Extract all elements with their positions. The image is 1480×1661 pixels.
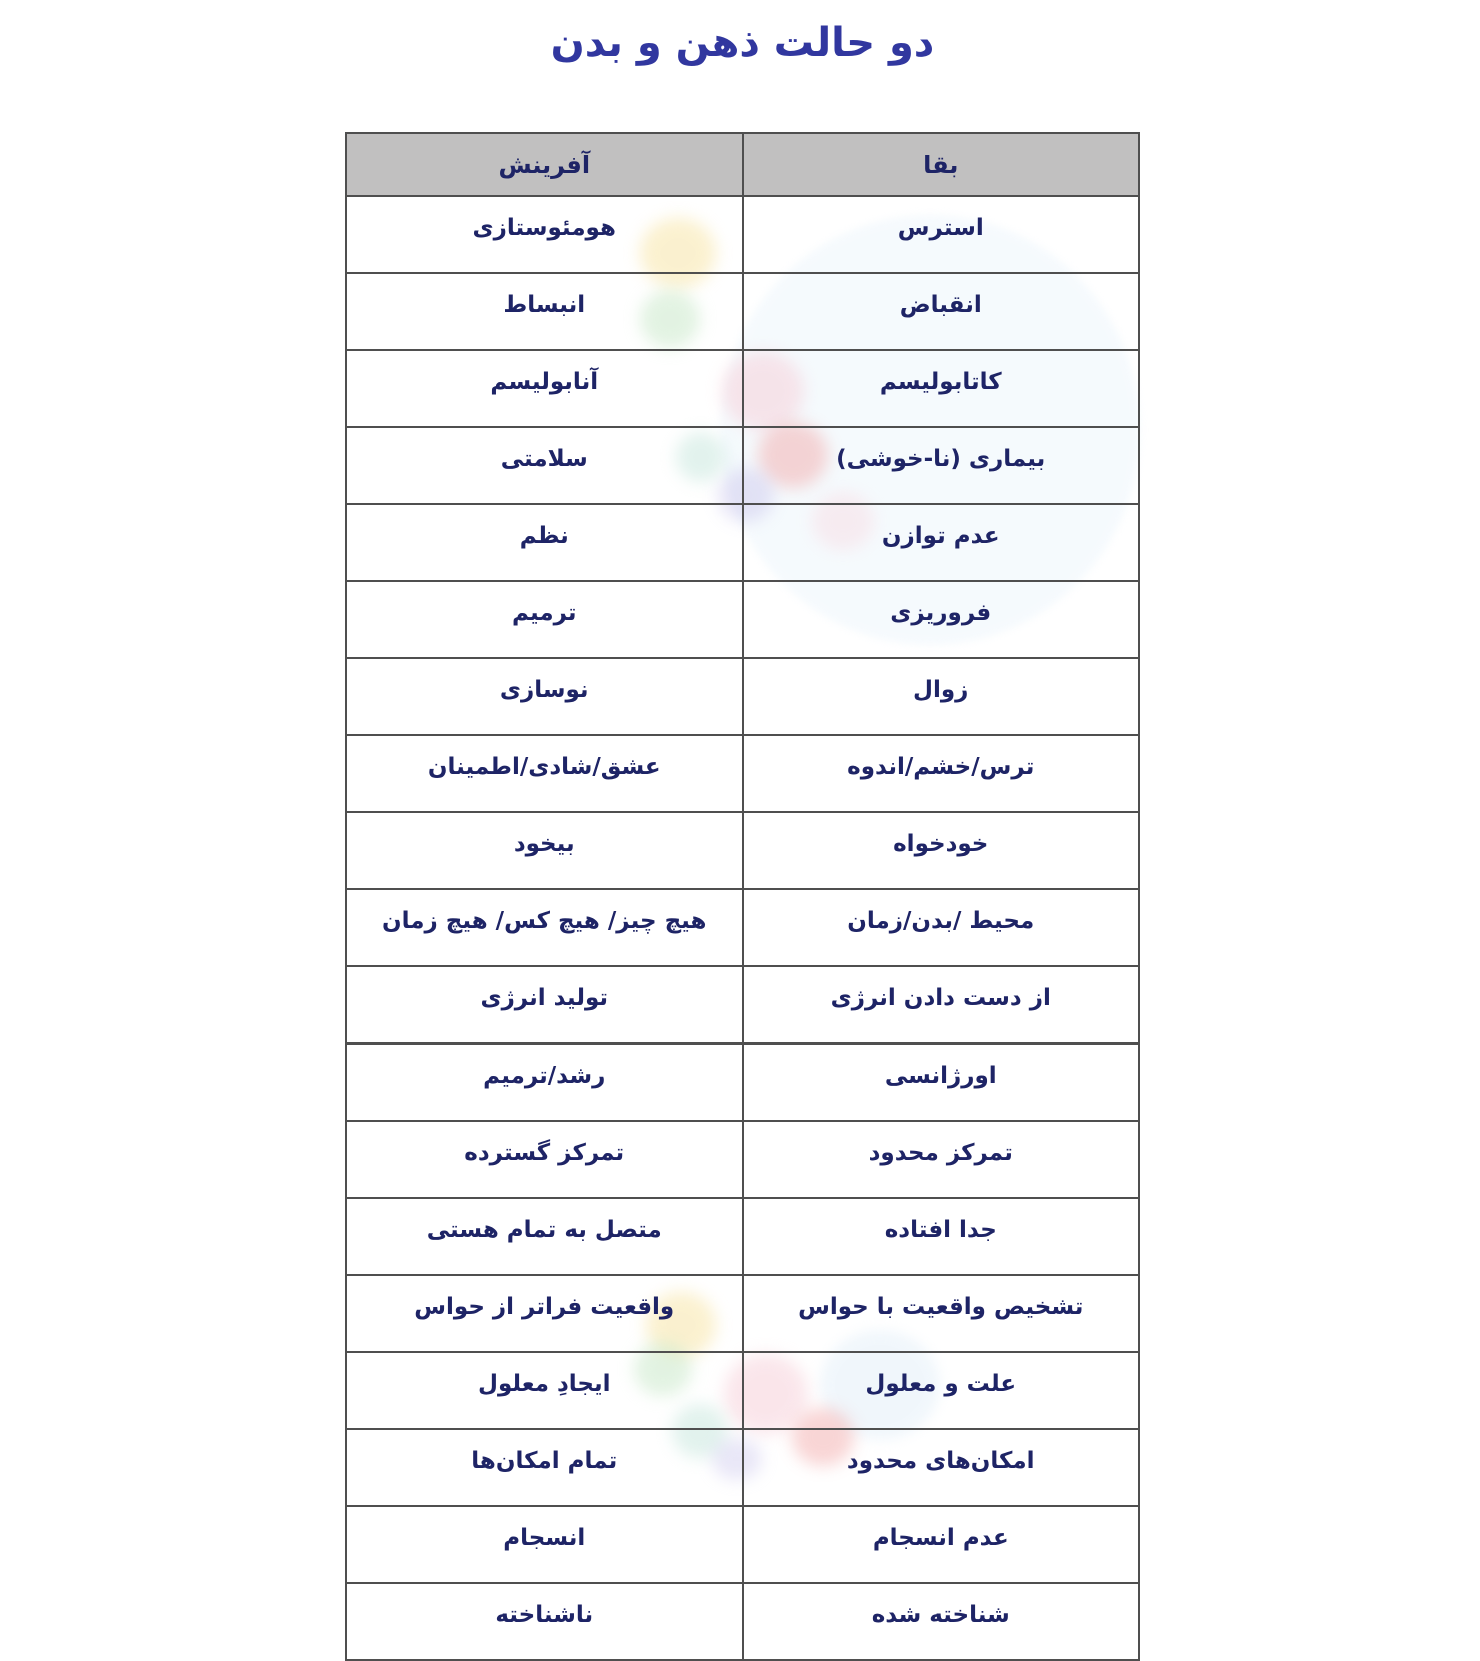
table-row [346,1121,1139,1198]
table-row [346,966,1139,1044]
cell-survival: جدا افتاده [743,1198,1140,1275]
table-row [346,658,1139,735]
cell-survival: زوال [743,658,1140,735]
cell-survival: ترس/خشم/اندوه [743,735,1140,812]
table-row [346,196,1139,273]
cell-creation: عشق/شادی/اطمینان [346,735,743,812]
cell-creation: متصل به تمام هستی [346,1198,743,1275]
table-row [346,1198,1139,1275]
mind-body-states-table [345,132,1140,1661]
cell-survival: بیماری (نا-خوشی) [743,427,1140,504]
table-row [346,1352,1139,1429]
cell-creation: تمام امکان‌ها [346,1429,743,1506]
table-row [346,504,1139,581]
cell-survival: تمرکز محدود [743,1121,1140,1198]
table-row [346,1506,1139,1583]
cell-creation: رشد/ترمیم [346,1044,743,1122]
cell-creation: هیچ چیز/ هیچ کس/ هیچ زمان [346,889,743,966]
header-creation: آفرینش [346,133,743,196]
cell-creation: انبساط [346,273,743,350]
cell-survival: شناخته شده [743,1583,1140,1660]
cell-survival: عدم انسجام [743,1506,1140,1583]
cell-creation: سلامتی [346,427,743,504]
cell-creation: هومئوستازی [346,196,743,273]
cell-creation: بیخود [346,812,743,889]
table-row [346,1429,1139,1506]
header-survival: بقا [743,133,1140,196]
table-row [346,273,1139,350]
page-title: دو حالت ذهن و بدن [550,20,935,66]
table-row [346,350,1139,427]
table-row [346,812,1139,889]
cell-survival: عدم توازن [743,504,1140,581]
cell-creation: تولید انرژی [346,966,743,1044]
table-row [346,427,1139,504]
cell-survival: تشخیص واقعیت با حواس [743,1275,1140,1352]
cell-survival: امکان‌های محدود [743,1429,1140,1506]
table-row [346,889,1139,966]
cell-creation: ترمیم [346,581,743,658]
cell-creation: ایجادِ معلول [346,1352,743,1429]
cell-creation: آنابولیسم [346,350,743,427]
table-row [346,735,1139,812]
table-row [346,1583,1139,1660]
table-header-row [346,133,1139,196]
cell-creation: انسجام [346,1506,743,1583]
table-row [346,581,1139,658]
cell-survival: محیط /بدن/زمان [743,889,1140,966]
cell-survival: انقباض [743,273,1140,350]
cell-survival: علت و معلول [743,1352,1140,1429]
cell-survival: از دست دادن انرژی [743,966,1140,1044]
cell-survival: کاتابولیسم [743,350,1140,427]
cell-survival: اورژانسی [743,1044,1140,1122]
cell-creation: واقعیت فراتر از حواس [346,1275,743,1352]
cell-creation: نظم [346,504,743,581]
cell-creation: ناشناخته [346,1583,743,1660]
cell-creation: نوسازی [346,658,743,735]
cell-survival: استرس [743,196,1140,273]
cell-survival: فروریزی [743,581,1140,658]
cell-survival: خودخواه [743,812,1140,889]
table-row [346,1275,1139,1352]
table-row [346,1044,1139,1122]
cell-creation: تمرکز گسترده [346,1121,743,1198]
